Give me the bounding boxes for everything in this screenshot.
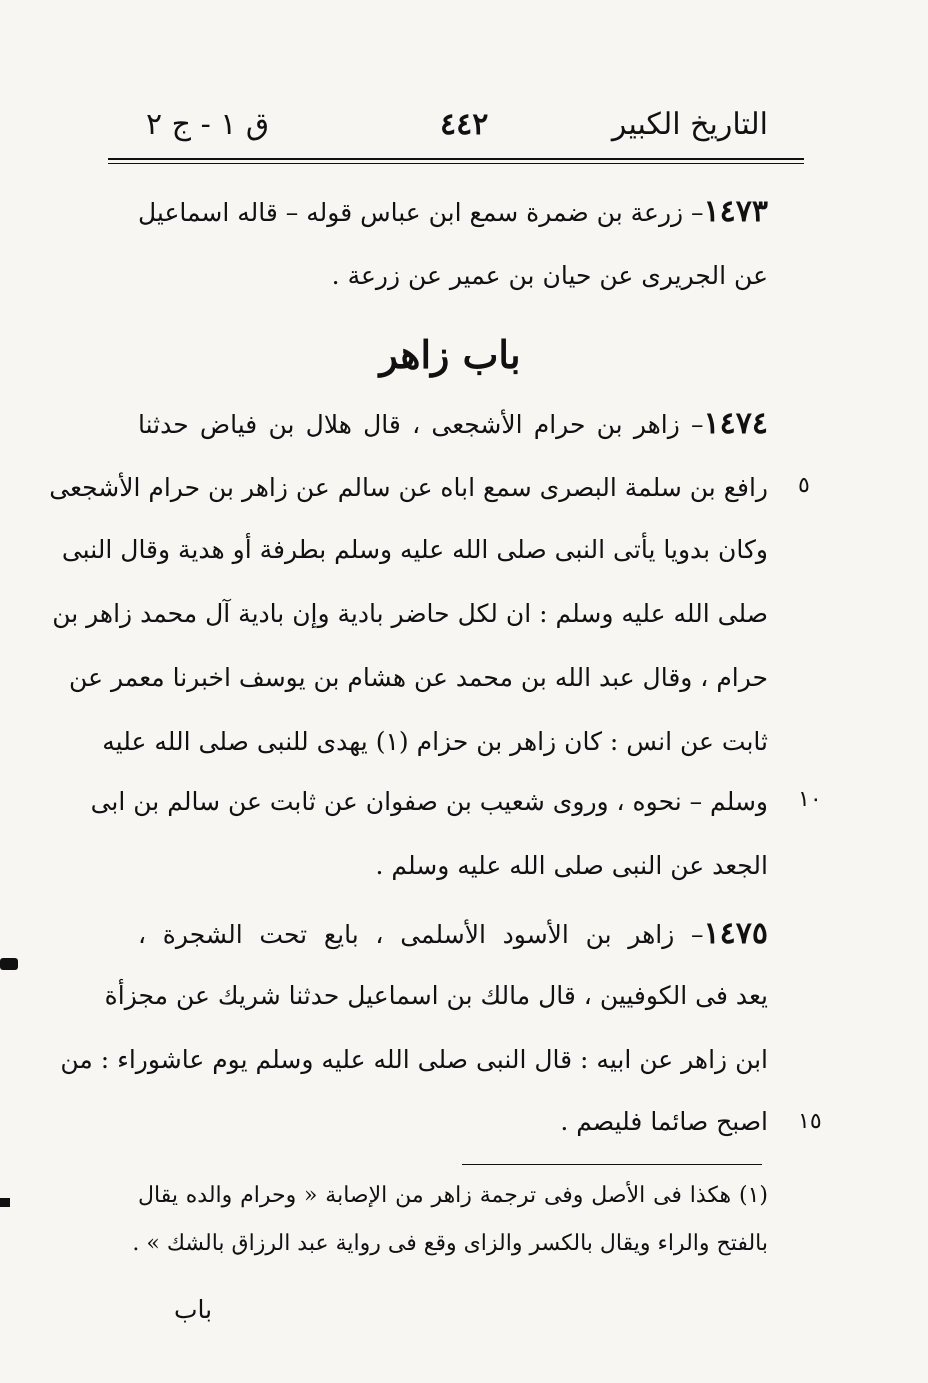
entry-1475-line-4: اصبح صائما فليصم .	[560, 1107, 768, 1136]
entry-1473-line-1	[138, 192, 768, 233]
scan-edge-mark	[0, 1198, 10, 1207]
part-volume-label: ق ١ - ج ٢	[146, 107, 270, 142]
entry-number: ١٤٧٤	[703, 406, 768, 441]
margin-line-number: ٥	[798, 473, 810, 498]
entry-1474-line-2: رافع بن سلمة البصرى سمع اباه عن سالم عن زاهر بن حرام الأشجعى	[49, 473, 768, 502]
entry-number: ١٤٧٣	[703, 194, 768, 229]
entry-1474-line-5: حرام ، وقال عبد الله بن محمد عن هشام بن يوسف اخبرنا معمر عن	[69, 663, 768, 692]
header-rule-thin	[108, 163, 804, 164]
entry-1474-line-3: وكان بدويا يأتى النبى صلى الله عليه وسلم بطرفة أو هدية وقال النبى	[61, 535, 768, 564]
entry-1474-line-1	[138, 404, 768, 445]
page-number: ٤٤٢	[440, 107, 489, 142]
entry-text: – زاهر بن حرام الأشجعى ، قال هلال بن فياض حدثنا	[138, 410, 704, 439]
scan-edge-mark	[0, 958, 18, 970]
book-title: التاريخ الكبير	[611, 107, 768, 142]
chapter-heading: باب زاهر	[379, 332, 521, 377]
header-rule-thick	[108, 158, 804, 160]
footnote-rule	[462, 1164, 762, 1165]
entry-1474-line-8: الجعد عن النبى صلى الله عليه وسلم .	[375, 851, 768, 880]
entry-1475-line-1	[138, 914, 768, 955]
entry-1473-line-2: عن الجريرى عن حيان بن عمير عن زرعة .	[331, 261, 768, 290]
margin-line-number: ١٠	[798, 787, 822, 812]
entry-text: – زاهر بن الأسود الأسلمى ، بايع تحت الشجرة ،	[138, 920, 704, 949]
running-header	[110, 100, 810, 150]
entry-text: – زرعة بن ضمرة سمع ابن عباس قوله – قاله اسماعيل	[137, 198, 704, 227]
footnote-line-1: (١) هكذا فى الأصل وفى ترجمة زاهر من الإصابة « وحرام والده يقال	[138, 1183, 768, 1208]
entry-1474-line-7: وسلم – نحوه ، وروى شعيب بن صفوان عن ثابت عن سالم بن ابى	[90, 787, 768, 816]
entry-1475-line-2: يعد فى الكوفيين ، قال مالك بن اسماعيل حدثنا شريك عن مجزأة	[104, 981, 768, 1010]
catchword: باب	[174, 1295, 213, 1324]
margin-line-number: ١٥	[798, 1109, 822, 1134]
entry-1474-line-4: صلى الله عليه وسلم : ان لكل حاضر بادية وإن بادية آل محمد زاهر بن	[52, 599, 768, 628]
entry-number: ١٤٧٥	[703, 916, 768, 951]
entry-1474-line-6: ثابت عن انس : كان زاهر بن حزام (١) يهدى للنبى صلى الله عليه	[102, 727, 768, 756]
footnote-line-2: بالفتح والراء ويقال بالكسر والزاى وقع فى رواية عبد الرزاق بالشك » .	[132, 1231, 768, 1256]
entry-1475-line-3: ابن زاهر عن ابيه : قال النبى صلى الله عليه وسلم يوم عاشوراء : من	[60, 1045, 768, 1074]
